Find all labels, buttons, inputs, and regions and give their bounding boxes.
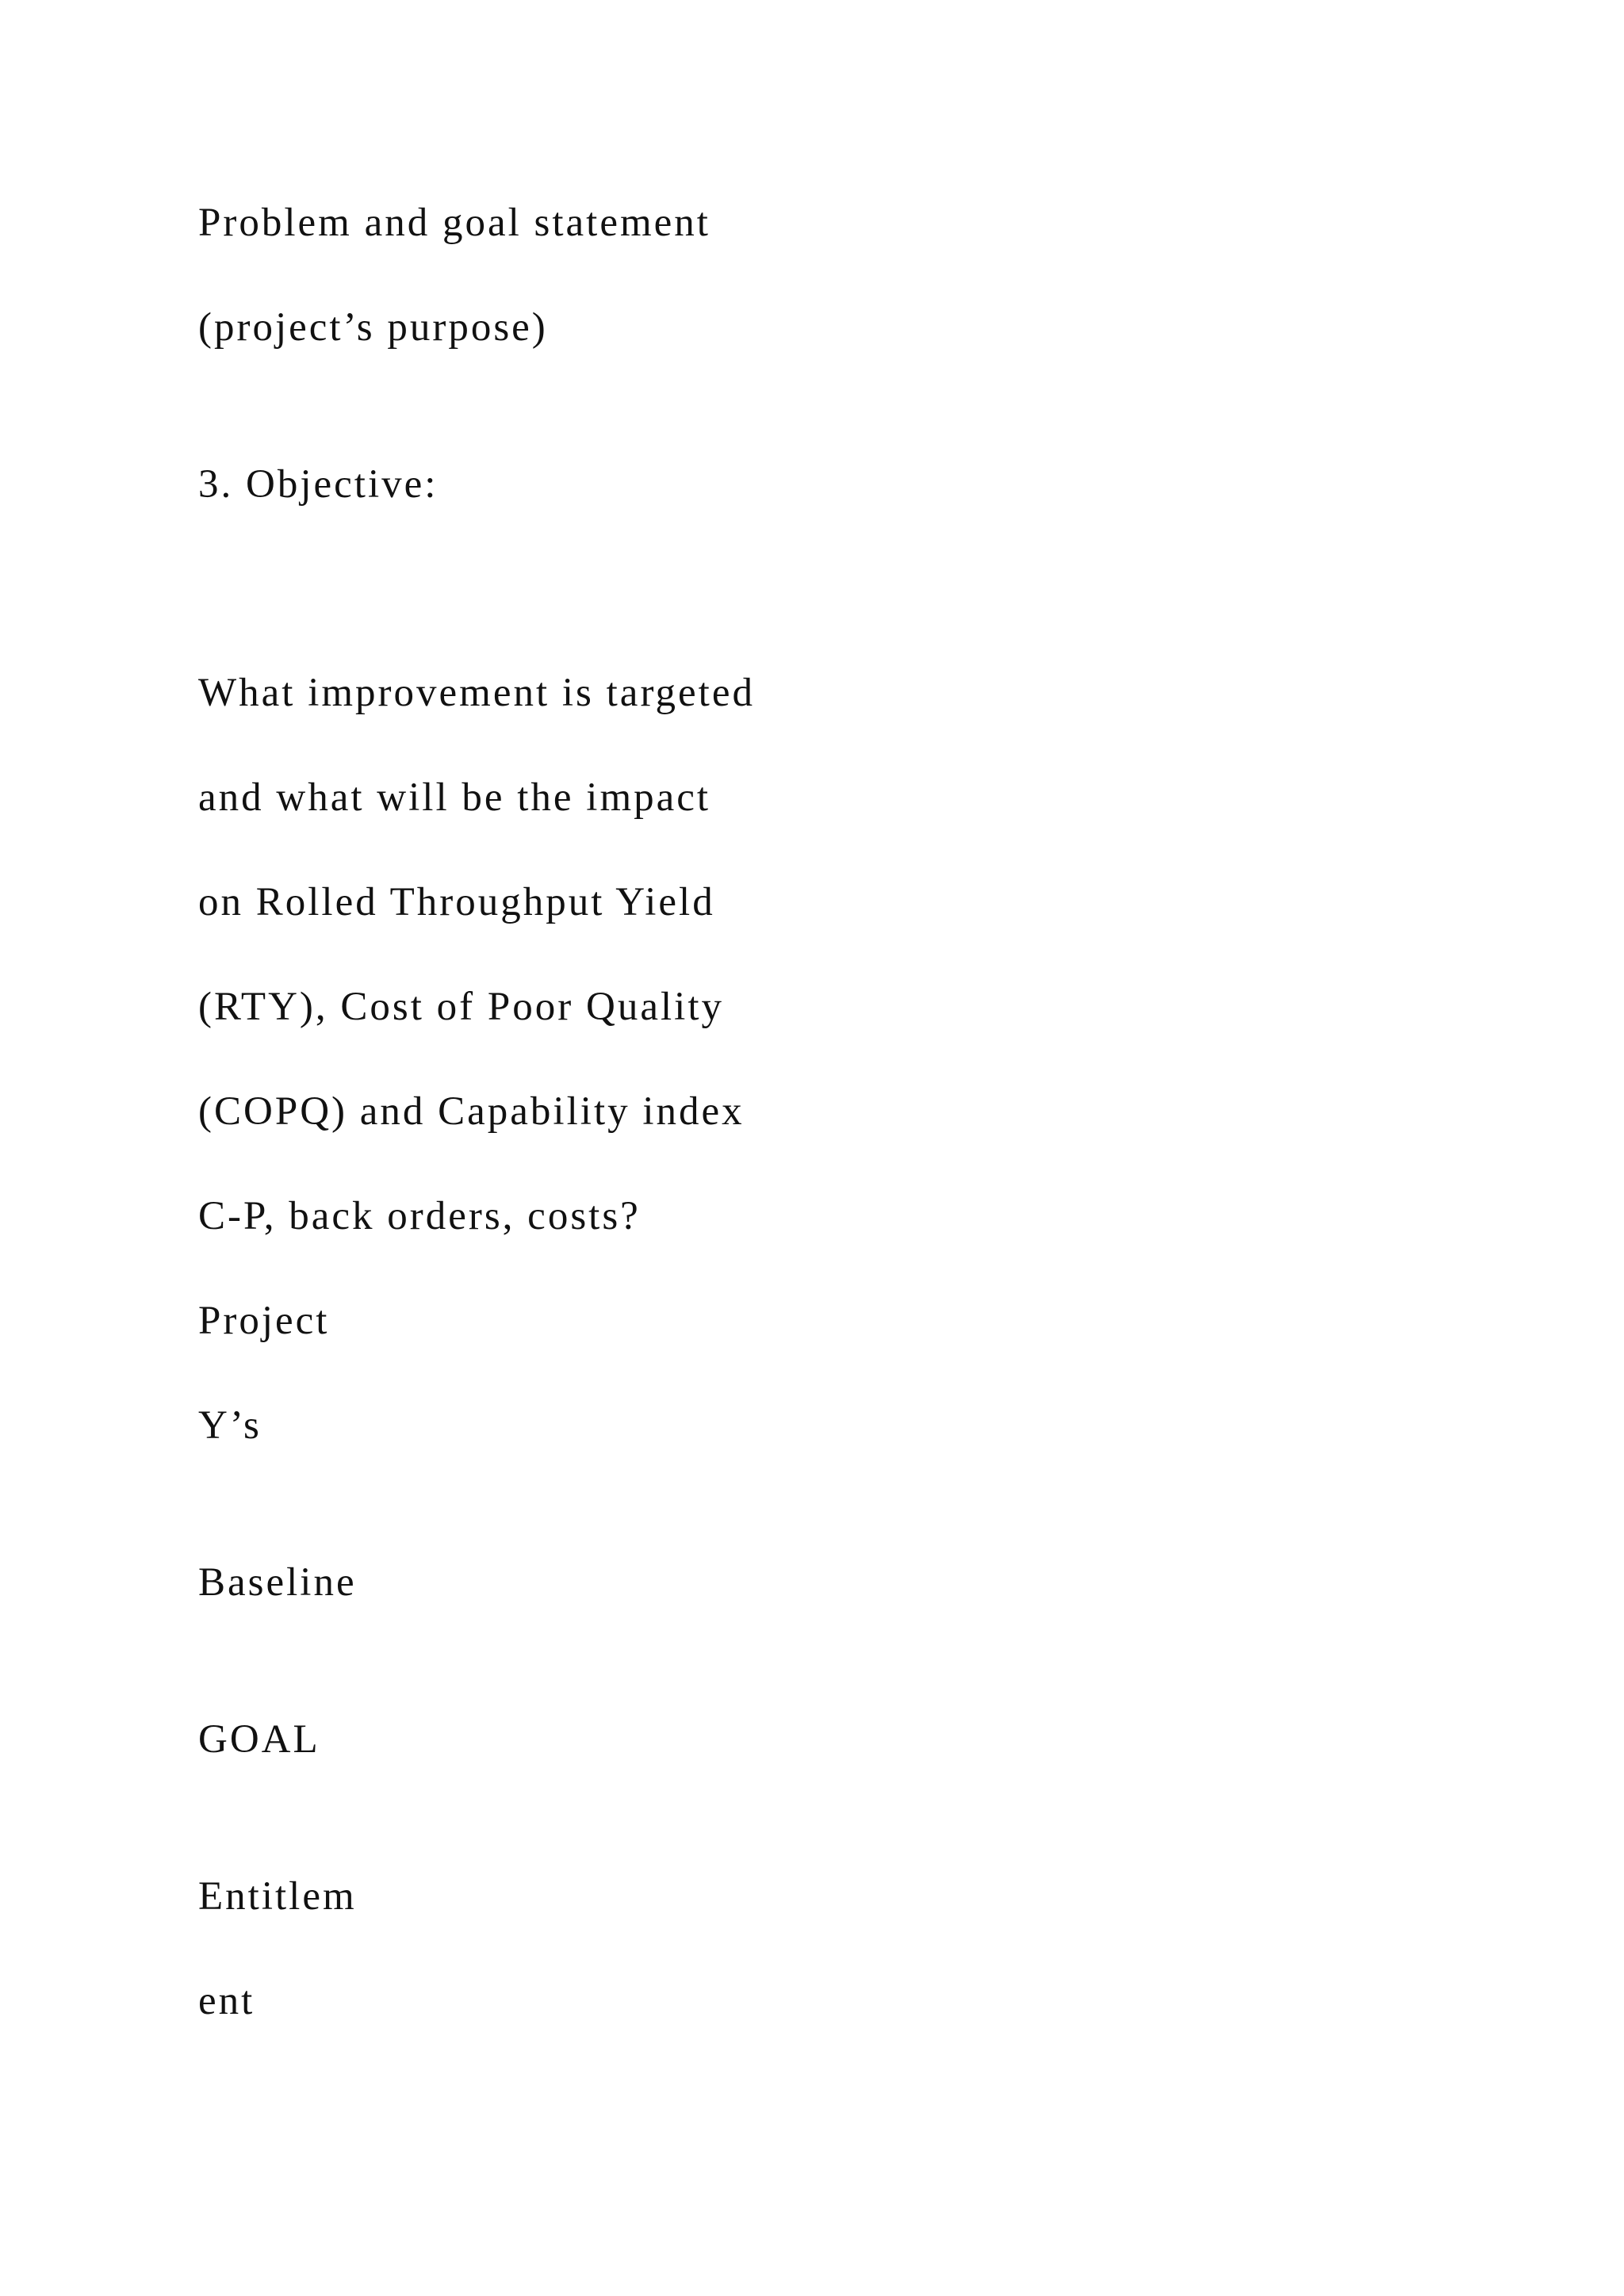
heading-problem-goal: Problem and goal statement: [198, 201, 710, 245]
objective-label: 3. Objective:: [198, 462, 439, 507]
objective-text-line-1: What improvement is targeted: [198, 671, 755, 715]
project-ys-label: Y’s: [198, 1403, 262, 1448]
goal-label: GOAL: [198, 1717, 320, 1762]
objective-text-line-6: C-P, back orders, costs?: [198, 1194, 641, 1238]
heading-project-purpose: (project’s purpose): [198, 305, 548, 350]
entitlement-label-part-1: Entitlem: [198, 1874, 357, 1919]
baseline-label: Baseline: [198, 1560, 357, 1605]
objective-text-line-4: (RTY), Cost of Poor Quality: [198, 985, 724, 1029]
objective-text-line-3: on Rolled Throughput Yield: [198, 880, 715, 924]
objective-text-line-5: (COPQ) and Capability index: [198, 1089, 745, 1134]
objective-text-line-2: and what will be the impact: [198, 775, 711, 820]
entitlement-label-part-2: ent: [198, 1979, 255, 2023]
project-label: Project: [198, 1299, 330, 1343]
